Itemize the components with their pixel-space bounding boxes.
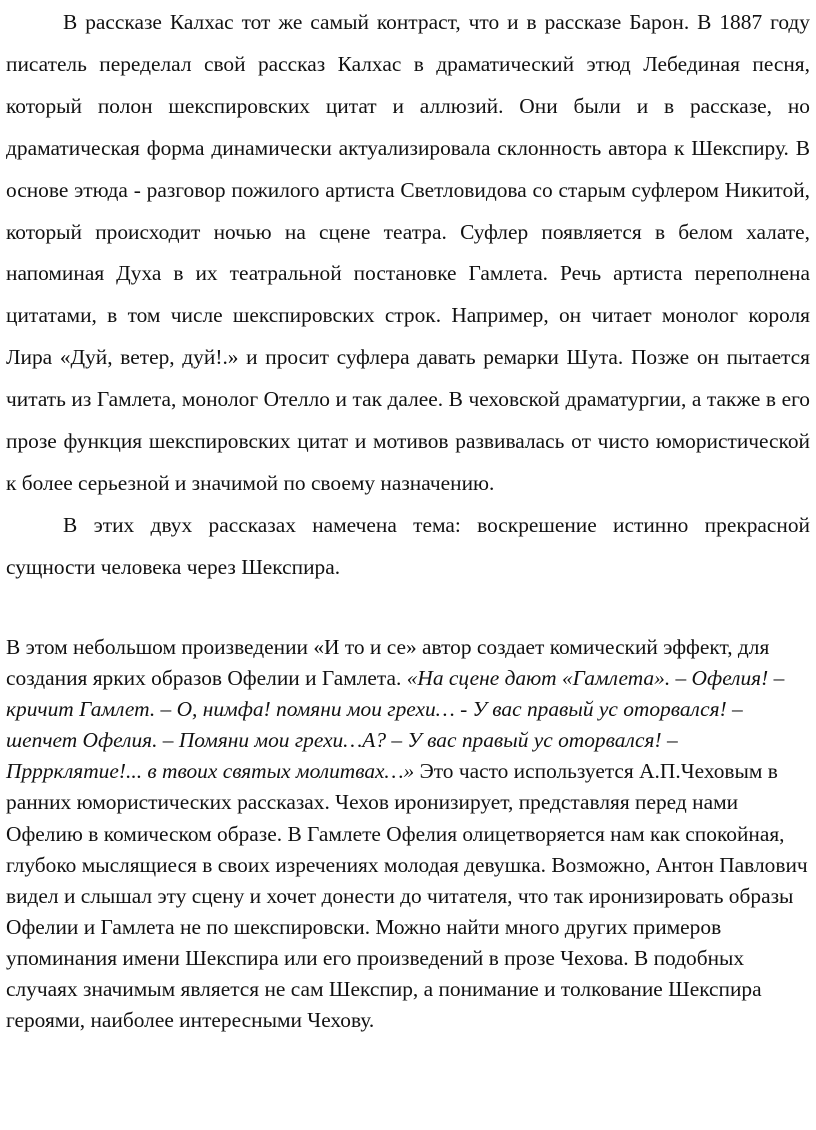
hamlet-quote: «На сцене дают «Гамлета». – Офелия! – кричит Гамлет. – О, нимфа! помяни мои грехи… - У вас правый ус оторвался! – шепчет Офелия. – Помяни мои грехи…А? – У вас правый ус оторвался! – Прррклятие!... в твоих святых молитвах…» [6,666,785,784]
paragraph-ophelia-intro: В этом небольшом произведении «И то и се» автор создает комический эффект, для создания ярких образов Офелии и Гамлета. [6,635,770,691]
paragraph-ophelia [6,632,810,1036]
paragraph-ophelia-outro: Это часто используется А.П.Чеховым в ранних юмористических рассказах. Чехов иронизирует, представляя перед нами Офелию в комическом образе. В Гамлете Офелия олицетворяется нам как спокойная, глубоко мыслящиеся в своих изречениях молодая девушка. Возможно, Антон Павлович видел и слышал эту сцену и хочет донести до читателя, что так иронизировать образы Офелии и Гамлета не по шекспировски. Можно найти много других примеров упоминания имени Шекспира или его произведений в прозе Чехова. В подобных случаях значимым является не сам Шекспир, а понимание и толкование Шекспира героями, наиболее интересными Чехову. [6,759,808,1033]
paragraph-kalkhas: В рассказе Калхас тот же самый контраст, что и в рассказе Барон. В 1887 году писатель переделал свой рассказ Калхас в драматический этюд Лебединая песня, который полон шекспировских цитат и аллюзий. Они были и в рассказе, но драматическая форма динамически актуализировала склонность автора к Шекспиру. В основе этюда - разговор пожилого артиста Светловидова со старым суфлером Никитой, который происходит ночью на сцене театра. Суфлер появляется в белом халате, напоминая Духа в их театральной постановке Гамлета. Речь артиста переполнена цитатами, в том числе шекспировских строк. Например, он читает монолог короля Лира «Дуй, ветер, дуй!.» и просит суфлера давать ремарки Шута. Позже он пытается читать из Гамлета, монолог Отелло и так далее. В чеховской драматургии, а также в его прозе функция шекспировских цитат и мотивов развивалась от чисто юмористической к более серьезной и значимой по своему назначению. [6,10,810,495]
final-text-block [6,632,810,1036]
main-text-block [6,2,810,589]
paragraph-theme: В этих двух рассказах намечена тема: воскрешение истинно прекрасной сущности человека через Шекспира. [6,512,810,579]
